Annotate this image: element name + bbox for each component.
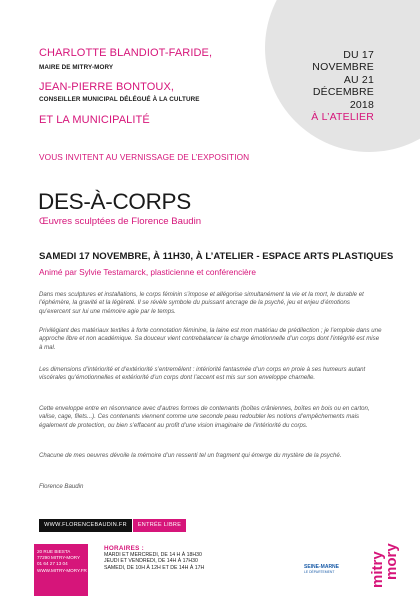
- host1-name: CHARLOTTE BLANDIOT-FARIDE,: [39, 47, 213, 59]
- hours-line: JEUDI ET VENDREDI, DE 14H À 17H30: [104, 558, 198, 565]
- seine-logo-line2: LE DÉPARTEMENT: [304, 570, 335, 574]
- body-paragraph-3: Les dimensions d’intériorité et d’extériorité s’entremêlent : intériorité fantasmée d’un corps en proie à ses humeurs autant viscérales qu’émotionnelles et extériorité d’un corps dont l’accent est mis sur son enveloppe charnelle.: [39, 366, 366, 382]
- date-line-1: DU 17: [343, 49, 374, 61]
- hours-title: HORAIRES :: [104, 545, 145, 552]
- address-line: 20 RUE BIESTA: [37, 549, 71, 554]
- date-line-3: AU 21: [343, 73, 374, 86]
- date-line-2: NOVEMBRE: [312, 61, 374, 74]
- body-paragraph-5: Chacune de mes oeuvres dévoile la mémoire d’un ressenti tel un fragment qui émerge du mystère de la psyché.: [39, 452, 342, 459]
- mitry-mory-logo: [352, 518, 404, 596]
- body-paragraph-2: Privilégiant des matériaux textiles à forte connotation féminine, la laine est mon matériau de prédilection ; je l’emploie dans une approche libre et non académique. Sa douceur vient contrebalancer la charge émotionnelle d’un corps dont l’intégrité est mise à mal.: [39, 327, 382, 351]
- address-line[interactable]: WWW.MITRY-MORY.FR: [37, 567, 87, 573]
- host1-role: MAIRE DE MITRY-MORY: [39, 64, 114, 71]
- mory-logo-text: mory: [383, 543, 400, 580]
- mitry-logo-text: mitry: [369, 551, 386, 588]
- hours-block: [104, 545, 204, 571]
- signature: Florence Baudin: [39, 483, 84, 490]
- hours-line: MARDI ET MERCREDI, DE 14 H À 18H30: [104, 552, 202, 558]
- address-block: [34, 544, 88, 596]
- date-line-5: 2018: [349, 98, 374, 111]
- website-badge[interactable]: WWW.FLORENCEBAUDIN.FR: [39, 519, 132, 532]
- seine-et-marne-logo: [304, 564, 338, 578]
- date-line-4: DÉCEMBRE: [312, 86, 374, 99]
- exhibition-title: DES-À-CORPS: [38, 189, 191, 214]
- body-paragraph-1: Dans mes sculptures et installations, le corps féminin s’impose et allégorise simultanément la vie et la mort, le durable et l’éphémère, la gravité et la légèreté. Il se révèle symbole du puissant ancrage de la psyché, jeu et enjeu d’émotions qu’exercent sur lui une mémoire agie par le temps.: [39, 291, 364, 315]
- event-line: SAMEDI 17 NOVEMBRE, À 11H30, À L’ATELIER - ESPACE ARTS PLASTIQUES: [39, 251, 394, 262]
- exhibition-subtitle: Œuvres sculptées de Florence Baudin: [39, 216, 202, 227]
- date-block: [296, 49, 374, 123]
- seine-logo-line1: SEINE-MARNE: [304, 564, 340, 570]
- entry-free-badge: ENTRÉE LIBRE: [133, 519, 186, 532]
- body-paragraph-4: Cette enveloppe entre en résonnance avec d’autres formes de contenants (boîtes crâniennes, boîtes en bois ou en carton, valise, cage, filets...). Ces contenants viennent comme une seconde peau redoubler les notions d’empêchements mais également de protection, ou bien s’effacent au profit d’une vision imaginaire de l’intériorité du corps.: [39, 405, 370, 429]
- address-line: 01 64 27 13 04: [37, 561, 68, 567]
- host2-role: CONSEILLER MUNICIPAL DÉLÉGUÉ À LA CULTURE: [39, 96, 200, 103]
- invitation-line: VOUS INVITENT AU VERNISSAGE DE L’EXPOSITION: [39, 152, 250, 162]
- hours-line: SAMEDI, DE 10H À 12H ET DE 14H À 17H: [104, 564, 205, 571]
- host2-name: JEAN-PIERRE BONTOUX,: [39, 81, 175, 93]
- address-line: 77290 MITRY-MORY: [37, 555, 81, 561]
- host3: ET LA MUNICIPALITÉ: [39, 114, 150, 126]
- date-line-6: À L’ATELIER: [311, 111, 374, 124]
- animation-line: Animé par Sylvie Testamarck, plasticienne et conférencière: [39, 267, 257, 277]
